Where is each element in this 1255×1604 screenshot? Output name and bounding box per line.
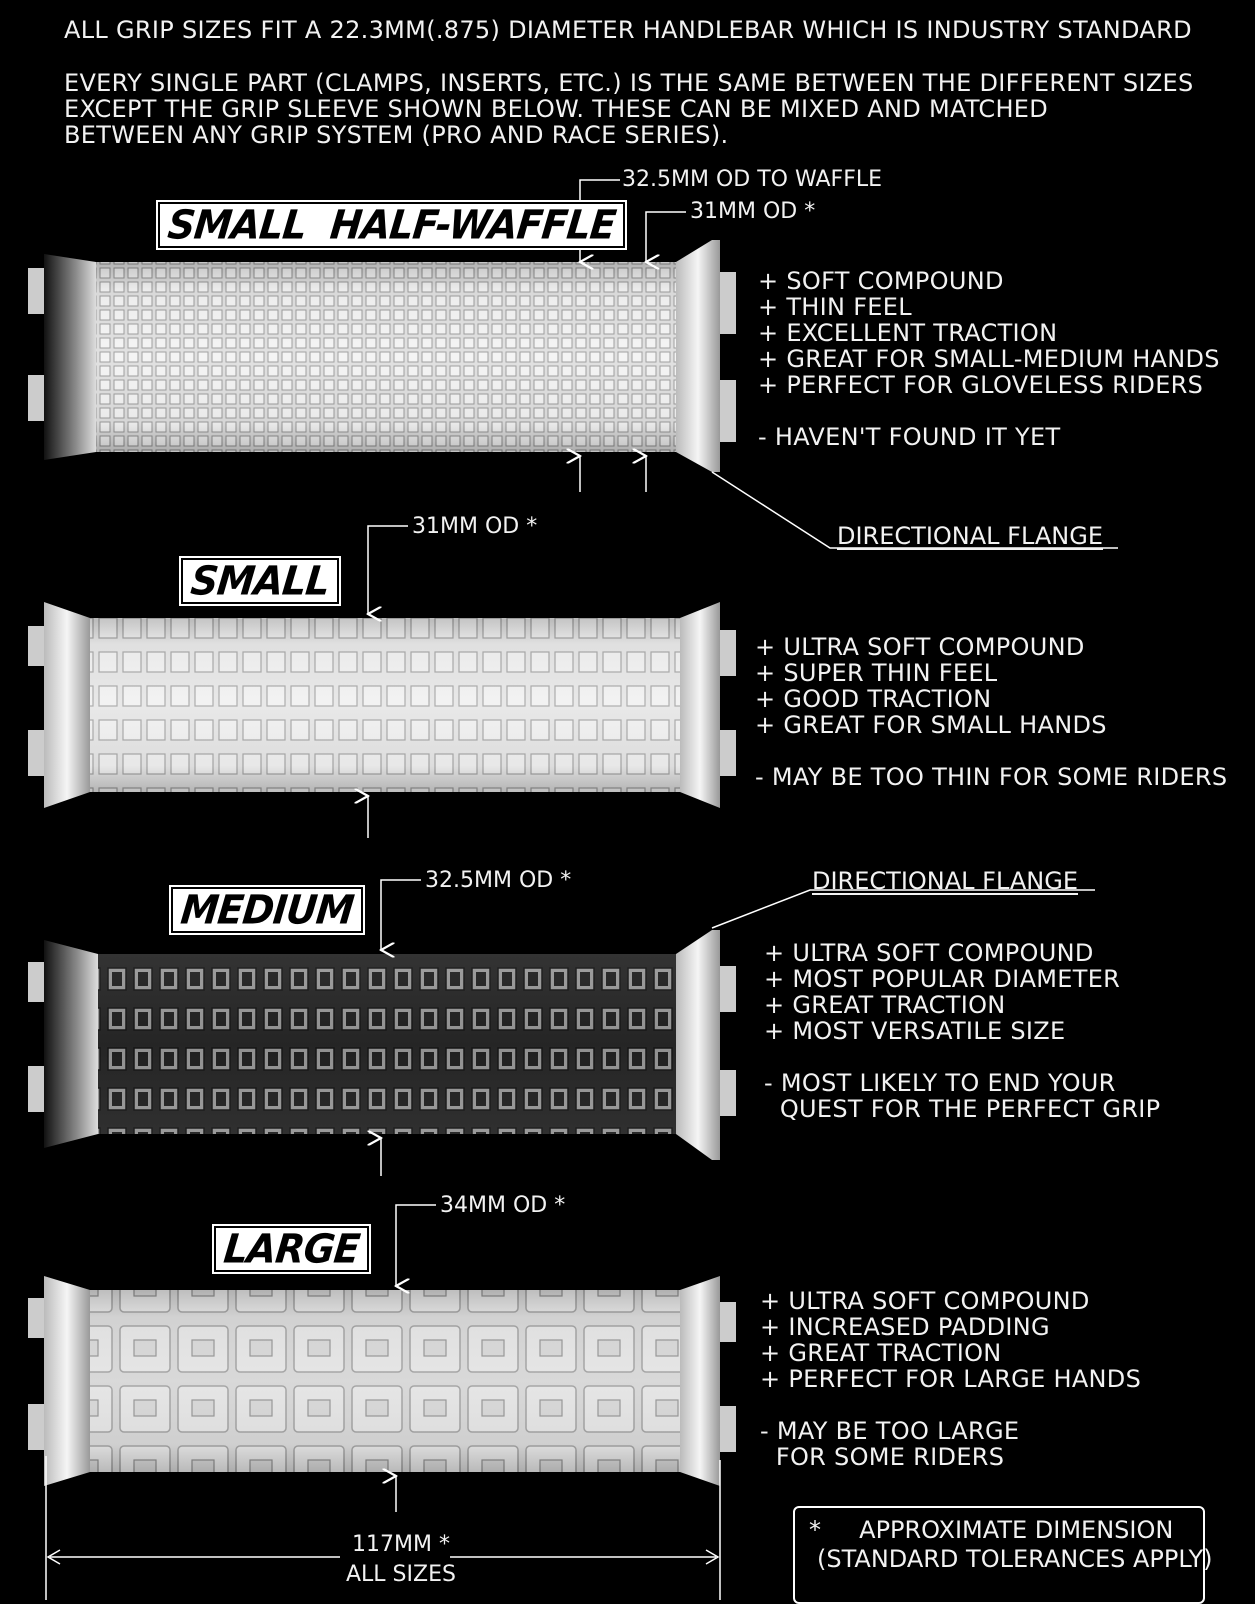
feature-pro: + SOFT COMPOUND <box>758 267 1004 295</box>
grip-title-medium: MEDIUM <box>171 887 363 933</box>
feature-con: - HAVEN'T FOUND IT YET <box>758 423 1061 451</box>
feature-con: QUEST FOR THE PERFECT GRIP <box>764 1095 1161 1123</box>
directional-flange-label: DIRECTIONAL FLANGE <box>837 522 1104 550</box>
note-line-1: * APPROXIMATE DIMENSION <box>809 1516 1174 1544</box>
grip-features-list <box>760 1288 1141 1470</box>
feature-pro: + GREAT FOR SMALL HANDS <box>755 711 1107 739</box>
feature-con: - MAY BE TOO THIN FOR SOME RIDERS <box>755 763 1228 791</box>
grip-features-list <box>758 268 1220 450</box>
dim-label: 31MM OD * <box>412 514 538 539</box>
tolerance-note <box>793 1506 1213 1604</box>
feature-pro: + GREAT TRACTION <box>764 991 1006 1019</box>
dim-label: 32.5MM OD * <box>425 868 572 893</box>
feature-pro: + ULTRA SOFT COMPOUND <box>764 939 1094 967</box>
note-line-2: (STANDARD TOLERANCES APPLY) <box>817 1545 1213 1573</box>
grip-title-small-half-waffle: SMALL HALF-WAFFLE <box>158 202 625 248</box>
grip-medium-drawing <box>28 930 736 1160</box>
dim-label: 32.5MM OD TO WAFFLE <box>622 167 883 192</box>
header-line: ALL GRIP SIZES FIT A 22.3MM(.875) DIAMETER HANDLEBAR WHICH IS INDUSTRY STANDARD <box>64 16 1192 44</box>
feature-con: FOR SOME RIDERS <box>760 1443 1005 1471</box>
feature-pro: + THIN FEEL <box>758 293 912 321</box>
overall-length-label: 117MM * <box>352 1532 450 1557</box>
dim-label: 31MM OD * <box>690 199 816 224</box>
grip-title-small: SMALL <box>181 558 339 604</box>
feature-pro: + EXCELLENT TRACTION <box>758 319 1058 347</box>
feature-pro: + PERFECT FOR GLOVELESS RIDERS <box>758 371 1204 399</box>
header-paragraph-line-1: EVERY SINGLE PART (CLAMPS, INSERTS, ETC.) IS THE SAME BETWEEN THE DIFFERENT SIZES <box>64 69 1194 97</box>
grip-large-drawing <box>28 1276 736 1486</box>
grip-features-list <box>755 634 1227 790</box>
feature-pro: + GREAT FOR SMALL-MEDIUM HANDS <box>758 345 1220 373</box>
header-paragraph-line-2: EXCEPT THE GRIP SLEEVE SHOWN BELOW. THESE CAN BE MIXED AND MATCHED <box>64 95 1049 123</box>
feature-con: - MAY BE TOO LARGE <box>760 1417 1020 1445</box>
feature-pro: + MOST POPULAR DIAMETER <box>764 965 1121 993</box>
grip-small-drawing <box>28 602 736 808</box>
feature-pro: + ULTRA SOFT COMPOUND <box>760 1287 1090 1315</box>
feature-pro: + GOOD TRACTION <box>755 685 992 713</box>
feature-pro: + MOST VERSATILE SIZE <box>764 1017 1066 1045</box>
feature-con: - MOST LIKELY TO END YOUR <box>764 1069 1116 1097</box>
dim-label: 34MM OD * <box>440 1193 566 1218</box>
grip-small-half-waffle-drawing <box>28 240 736 472</box>
overall-length-sub: ALL SIZES <box>346 1562 456 1587</box>
feature-pro: + INCREASED PADDING <box>760 1313 1050 1341</box>
grip-features-list <box>764 940 1160 1122</box>
feature-pro: + SUPER THIN FEEL <box>755 659 998 687</box>
feature-pro: + ULTRA SOFT COMPOUND <box>755 633 1085 661</box>
header-paragraph-line-3: BETWEEN ANY GRIP SYSTEM (PRO AND RACE SERIES). <box>64 121 729 149</box>
directional-flange-label: DIRECTIONAL FLANGE <box>812 867 1079 895</box>
feature-pro: + GREAT TRACTION <box>760 1339 1002 1367</box>
grip-title-large: LARGE <box>214 1226 369 1272</box>
feature-pro: + PERFECT FOR LARGE HANDS <box>760 1365 1142 1393</box>
